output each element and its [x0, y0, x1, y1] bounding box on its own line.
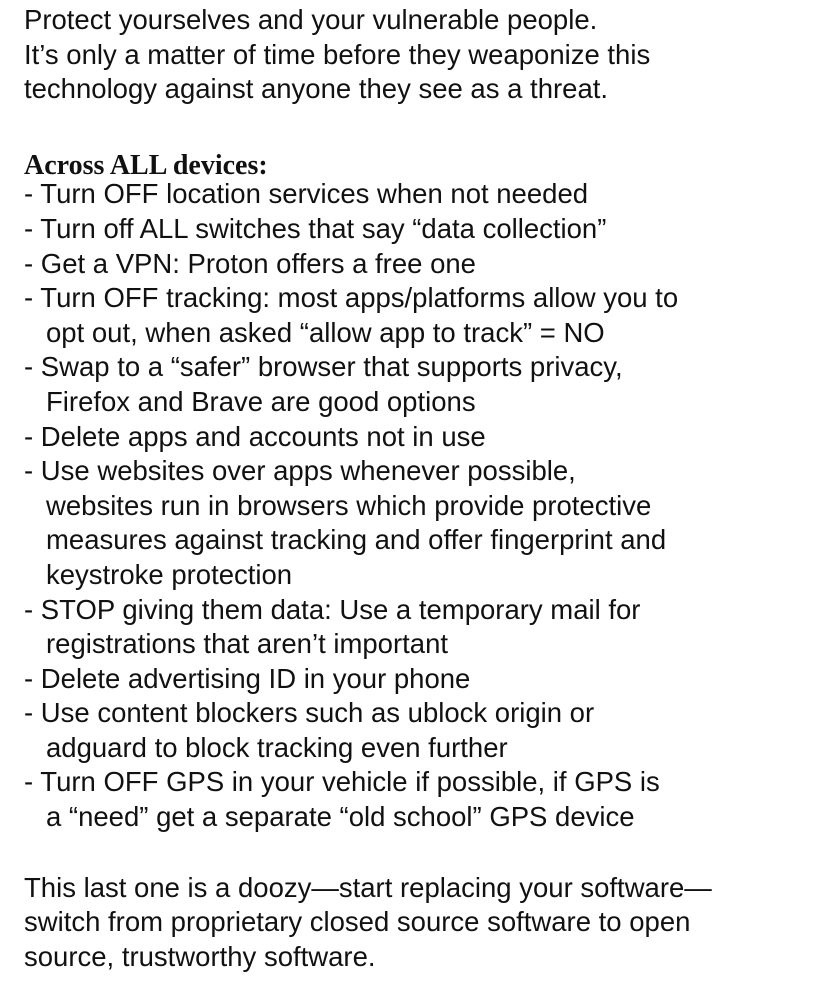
closing-line: switch from proprietary closed source software to open: [24, 906, 691, 938]
tip-line-continued: a “need” get a separate “old school” GPS device: [46, 801, 635, 833]
tip-line: - Use content blockers such as ublock origin or: [24, 697, 595, 729]
tip-line: - Use websites over apps whenever possible,: [24, 455, 576, 487]
closing-line: This last one is a doozy—start replacing your software—: [24, 871, 712, 903]
tip-line-continued: keystroke protection: [46, 558, 293, 590]
tip-line: - Turn OFF tracking: most apps/platforms allow you to: [24, 282, 679, 314]
list-item: [24, 454, 824, 592]
paragraph-spacer: [24, 835, 824, 871]
paragraph-spacer: [24, 107, 824, 143]
tip-line: - Delete advertising ID in your phone: [24, 662, 471, 694]
tips-list: [24, 177, 824, 834]
tip-line: - STOP giving them data: Use a temporary mail for: [24, 593, 641, 625]
closing-paragraph: [24, 871, 824, 975]
list-item: [24, 662, 824, 697]
list-item: [24, 212, 824, 247]
list-item: [24, 177, 824, 212]
list-item: [24, 593, 824, 662]
list-item: [24, 350, 824, 419]
closing-line: source, trustworthy software.: [24, 940, 376, 972]
tip-line-continued: adguard to block tracking even further: [46, 731, 508, 763]
tip-line: - Swap to a “safer” browser that supports privacy,: [24, 351, 623, 383]
section-heading-text: Across ALL devices: [24, 149, 259, 181]
tip-line: - Turn OFF location services when not needed: [24, 178, 589, 210]
tip-line: - Get a VPN: Proton offers a free one: [24, 247, 476, 279]
list-item: [24, 696, 824, 765]
list-item: [24, 765, 824, 834]
tip-line: - Turn OFF GPS in your vehicle if possible, if GPS is: [24, 766, 660, 798]
intro-paragraph: [24, 3, 824, 107]
list-item: [24, 281, 824, 350]
tip-line-continued: Firefox and Brave are good options: [46, 385, 476, 417]
section-heading-colon: :: [258, 149, 268, 181]
tip-line-continued: opt out, when asked “allow app to track” = NO: [46, 316, 605, 348]
tip-line-continued: registrations that aren’t important: [46, 628, 448, 660]
note-body: [24, 3, 824, 974]
intro-line: Protect yourselves and your vulnerable people.: [24, 4, 598, 35]
tip-line: - Turn off ALL switches that say “data collection”: [24, 212, 607, 244]
tip-line-continued: websites run in browsers which provide protective: [46, 489, 652, 521]
intro-line: It’s only a matter of time before they weaponize this: [24, 38, 651, 70]
list-item: [24, 420, 824, 455]
tip-line-continued: measures against tracking and offer fingerprint and: [46, 524, 667, 556]
list-item: [24, 247, 824, 282]
section-heading: [24, 143, 824, 181]
tip-line: - Delete apps and accounts not in use: [24, 420, 486, 452]
intro-line: technology against anyone they see as a threat.: [24, 73, 609, 105]
